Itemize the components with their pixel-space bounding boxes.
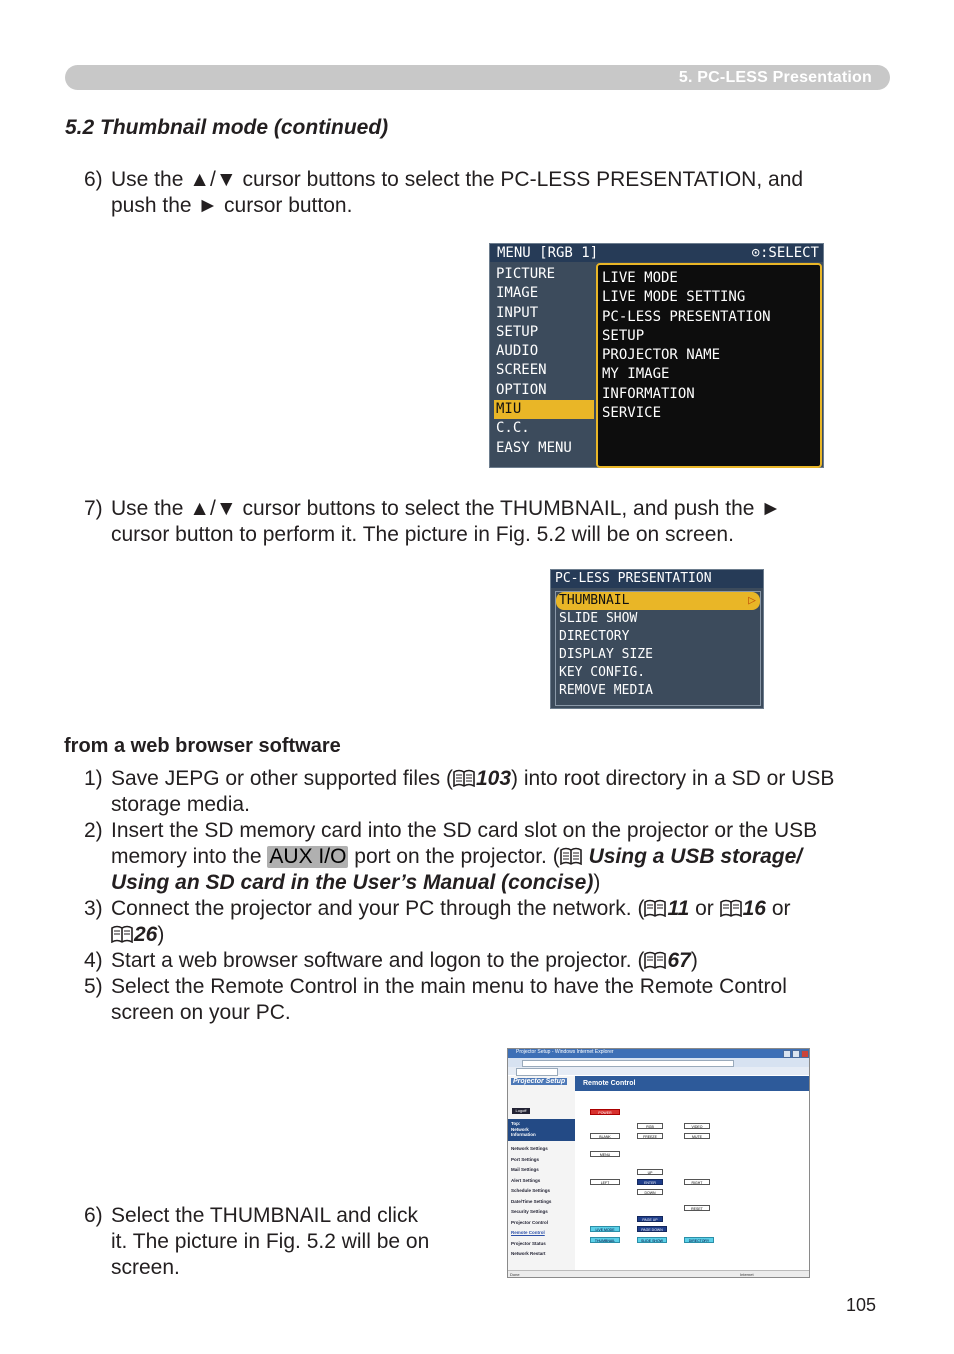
step-text-line1: Connect the projector and your PC through the network. ( 11 or 16 or (111, 897, 791, 920)
remote-control-title: Remote Control (583, 1080, 636, 1087)
step-text-line1: Save JEPG or other supported files ( 103) into root directory in a SD or USB (111, 767, 835, 790)
sidebar-nav-item: Alert Settings (511, 1177, 541, 1183)
osd-item-list (556, 592, 760, 700)
sidebar-nav-item: Projector Control (511, 1219, 549, 1225)
osd-select-hint: ⊙:SELECT (751, 245, 819, 261)
osd-submenu-item: PROJECTOR NAME (602, 347, 721, 364)
osd-pcless-item: KEY CONFIG. (559, 665, 646, 680)
web-browser-heading: from a web browser software (64, 735, 341, 757)
step-text-line2: 26) (111, 922, 164, 948)
osd-submenu-item: MY IMAGE (602, 366, 670, 383)
section-title: 5.2 Thumbnail mode (continued) (65, 116, 389, 139)
browser-status-bar: Done Internet (508, 1270, 810, 1278)
blank-button: BLANK (590, 1133, 620, 1139)
step-number: 7) (84, 497, 103, 520)
web-step-1 (84, 766, 914, 818)
top-network-info: Top: Network Information (508, 1119, 575, 1141)
browser-tab-bar (508, 1067, 810, 1075)
step-text-line1: Start a web browser software and logon to the projector. ( 67) (111, 949, 698, 972)
power-button: POWER (590, 1109, 620, 1115)
thumbnail-button: THUMBNAIL (590, 1237, 620, 1243)
manual-book-icon (720, 898, 742, 916)
slide-show-button: SLIDE SHOW (637, 1237, 667, 1243)
web-step-3 (84, 896, 914, 948)
right-button: RIGHT (684, 1179, 710, 1185)
step-text-line1: Select the Remote Control in the main menu to have the Remote Control (111, 975, 787, 998)
step-6 (84, 167, 904, 219)
browser-screenshot (507, 1048, 810, 1278)
manual-book-icon (453, 768, 475, 786)
web-step-2 (84, 818, 914, 898)
mute-button: MUTE (684, 1133, 710, 1139)
step-7 (84, 496, 904, 548)
step-number: 1) (84, 767, 103, 790)
sidebar-nav-item: Schedule Settings (511, 1188, 551, 1193)
projector-setup-logo: Projector Setup (513, 1078, 566, 1085)
manual-book-icon (644, 950, 666, 968)
page-down-button: PAGE DOWN (637, 1226, 667, 1232)
osd-category-item: SCREEN (496, 362, 547, 379)
osd-item-box (555, 591, 761, 706)
right-arrow-icon: ▷ (748, 593, 756, 608)
osd-pcless-item: DISPLAY SIZE (559, 647, 653, 662)
osd-main-menu (489, 243, 824, 468)
step-number: 4) (84, 949, 103, 972)
directory-button: DIRECTORY (684, 1237, 714, 1243)
osd-submenu-item: SETUP (602, 327, 645, 344)
browser-tab (516, 1068, 558, 1076)
rgb-button: RGB (637, 1123, 663, 1129)
joystick-icon: ⊙ (751, 245, 760, 261)
web-step-4 (84, 948, 914, 974)
down-button: DOWN (637, 1189, 663, 1195)
menu-button: MENU (590, 1151, 620, 1157)
osd-submenu-item: SERVICE (602, 405, 662, 422)
osd-menu-title: PC-LESS PRESENTATION (555, 571, 712, 586)
browser-page-header (575, 1076, 810, 1091)
browser-address-bar (508, 1058, 810, 1067)
step-text-line2: it. The picture in Fig. 5.2 will be on (111, 1230, 430, 1253)
osd-submenu-item: PC-LESS PRESENTATION (602, 308, 771, 325)
chapter-header-bar (65, 65, 890, 90)
step-text-line2: push the ► cursor button. (111, 194, 353, 217)
osd-pcless-item: REMOVE MEDIA (559, 683, 653, 698)
step-number: 5) (84, 975, 103, 998)
sidebar-nav-item: Projector Status (511, 1240, 546, 1246)
maximize-icon (792, 1050, 800, 1058)
osd-category-item: C.C. (496, 420, 530, 437)
page-reference: 103 (476, 767, 512, 790)
chapter-title: 5. PC-LESS Presentation (678, 69, 872, 86)
osd-pcless-item: DIRECTORY (559, 629, 630, 644)
video-button: VIDEO (684, 1123, 710, 1129)
logoff-button: Logoff (512, 1108, 530, 1114)
live-mode-button: LIVE MODE (590, 1226, 620, 1232)
sidebar-nav-item: Network Restart (511, 1251, 546, 1256)
osd-category-item: IMAGE (496, 285, 539, 302)
osd-submenu-item: LIVE MODE SETTING (602, 289, 746, 306)
internet-zone: Internet (740, 1272, 754, 1277)
osd-submenu-item: LIVE MODE (602, 270, 678, 286)
step-text-line1: Insert the SD memory card into the SD card slot on the projector or the USB (111, 819, 818, 842)
enter-button: ENTER (637, 1179, 663, 1185)
step-text-line2: memory into the AUX I/O port on the projector. ( Using a USB storage/ (111, 845, 803, 868)
sidebar-nav-item: Remote Control (511, 1230, 545, 1235)
step-text-line1: Use the ▲/▼ cursor buttons to select the PC-LESS PRESENTATION, and (111, 168, 804, 191)
osd-category-item: EASY MENU (496, 439, 572, 456)
osd-menu-title: MENU [RGB 1] (497, 245, 599, 261)
manual-book-icon (560, 846, 582, 864)
osd-title-bar (551, 570, 763, 588)
browser-sidebar (508, 1076, 576, 1270)
close-icon (801, 1050, 809, 1058)
osd-submenu-box (596, 263, 822, 468)
step-text-line3: screen. (111, 1256, 180, 1279)
step-text-line2: screen on your PC. (111, 1001, 291, 1024)
step-text-line3: Using an SD card in the User’s Manual (concise)) (111, 871, 601, 894)
sidebar-nav-item: Mail Settings (511, 1167, 539, 1172)
step-number: 6) (84, 168, 103, 191)
step-text-line1: Use the ▲/▼ cursor buttons to select the THUMBNAIL, and push the ► (111, 497, 782, 520)
page-up-button: PAGE UP (637, 1216, 663, 1222)
step-text-line2: storage media. (111, 793, 250, 816)
osd-category-item: OPTION (496, 381, 547, 398)
osd-pcless-item: THUMBNAIL ▷ (556, 592, 760, 610)
minimize-icon (783, 1050, 791, 1058)
manual-book-icon (644, 898, 666, 916)
osd-submenu-item: INFORMATION (602, 385, 695, 402)
remote-control-panel (575, 1091, 810, 1270)
step-number: 6) (84, 1204, 103, 1227)
osd-pcless-item: SLIDE SHOW (559, 611, 638, 626)
osd-category-item: AUDIO (496, 343, 539, 360)
osd-category-item: PICTURE (496, 266, 556, 282)
sidebar-nav-item: Network Settings (511, 1146, 548, 1151)
sidebar-nav-item: Security Settings (511, 1209, 548, 1214)
step-number: 3) (84, 897, 103, 920)
page-number: 105 (846, 1295, 877, 1315)
osd-title-bar (490, 244, 823, 262)
osd-pcless-menu (550, 569, 764, 709)
web-step-5 (84, 974, 914, 1026)
manual-book-icon (111, 924, 133, 942)
osd-category-item: INPUT (496, 304, 539, 321)
address-field (522, 1060, 734, 1067)
sidebar-nav-item: Date/Time Settings (511, 1198, 552, 1204)
osd-submenu-list (602, 269, 771, 423)
web-step-6 (84, 1203, 484, 1281)
left-button: LEFT (590, 1179, 620, 1185)
reset-button: RESET (684, 1205, 710, 1211)
up-button: UP (637, 1169, 663, 1175)
step-text-line1: Select the THUMBNAIL and click (111, 1204, 418, 1227)
freeze-button: FREEZE (637, 1133, 663, 1139)
osd-category-item: SETUP (496, 323, 539, 340)
step-text-line2: cursor button to perform it. The picture in Fig. 5.2 will be on screen. (111, 523, 734, 546)
step-number: 2) (84, 819, 103, 842)
osd-category-list (494, 265, 594, 458)
sidebar-nav-item: Port Settings (511, 1156, 540, 1162)
aux-io-port-label: AUX I/O (269, 845, 347, 868)
osd-category-item: MIU (494, 400, 594, 419)
browser-title-bar: Projector Setup - Windows Internet Explorer (508, 1049, 810, 1058)
